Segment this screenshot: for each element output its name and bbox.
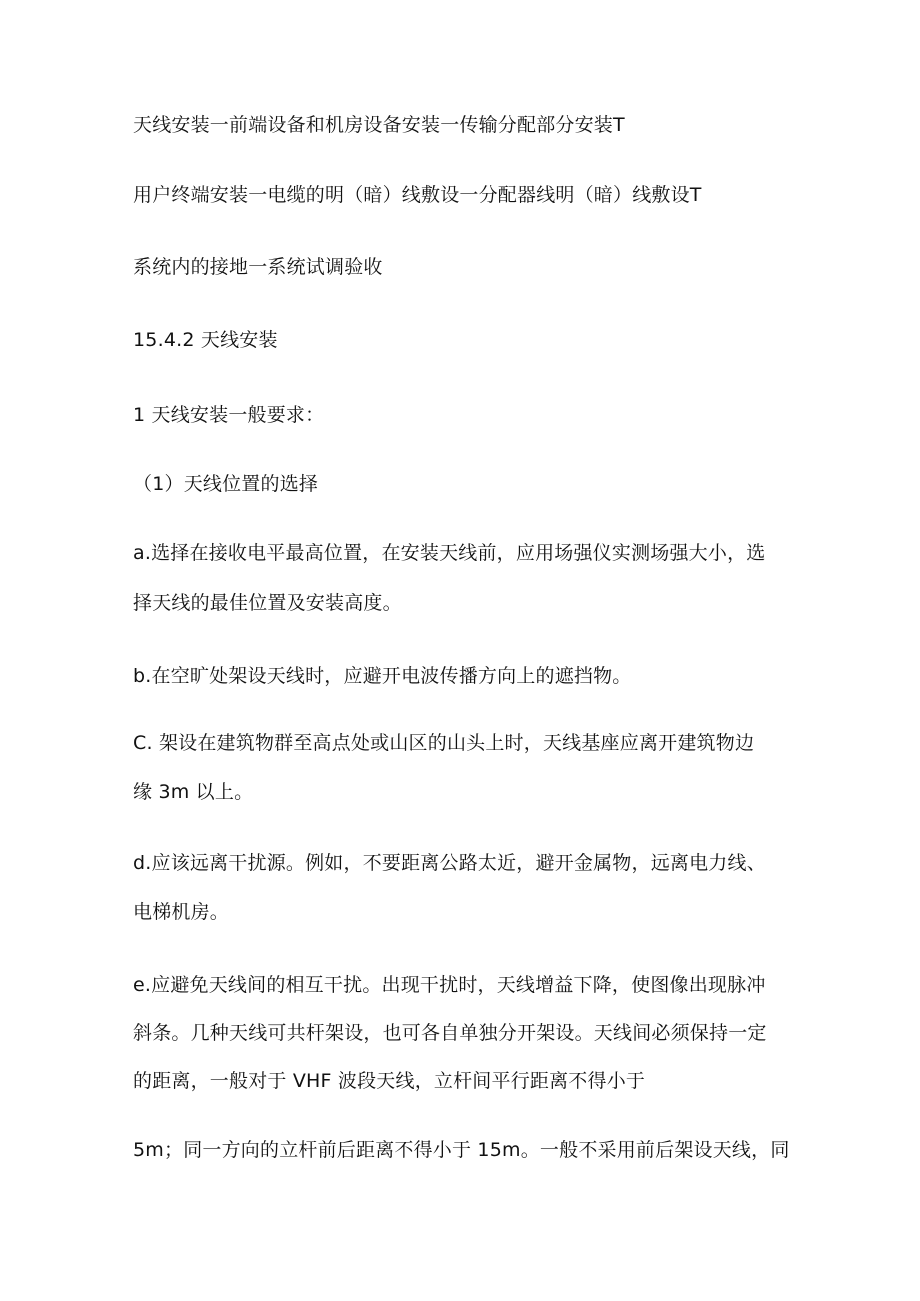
paragraph-a-line-1: a.选择在接收电平最高位置，在安装天线前，应用场强仪实测场强大小，选 xyxy=(133,542,766,564)
paragraph-d-line-1: d.应该远离干扰源。例如，不要距离公路太近，避开金属物，远离电力线、 xyxy=(133,852,766,874)
section-heading: 15.4.2 天线安装 xyxy=(133,329,278,351)
paragraph-c-line-1: C. 架设在建筑物群至高点处或山区的山头上时，天线基座应离开建筑物边 xyxy=(133,732,755,754)
paragraph-e-line-4: 5m；同一方向的立杆前后距离不得小于 15m。一般不采用前后架设天线，同 xyxy=(133,1139,790,1161)
flow-line-1: 天线安装一前端设备和机房设备安装一传输分配部分安装T xyxy=(133,114,625,136)
paragraph-e-line-3: 的距离，一般对于 VHF 波段天线，立杆间平行距离不得小于 xyxy=(133,1070,646,1092)
paragraph-e-line-2: 斜条。几种天线可共杆架设，也可各自单独分开架设。天线间必须保持一定 xyxy=(133,1022,767,1044)
paragraph-c-line-2: 缘 3m 以上。 xyxy=(133,781,254,803)
paragraph-e-line-1: e.应避免天线间的相互干扰。出现干扰时，天线增益下降，使图像出现脉冲 xyxy=(133,974,766,996)
paragraph-b: b.在空旷处架设天线时，应避开电波传播方向上的遮挡物。 xyxy=(133,665,632,687)
paragraph-a-line-2: 择天线的最佳位置及安装高度。 xyxy=(133,592,402,614)
subsection-heading: 1 天线安装一般要求： xyxy=(133,404,325,426)
item-heading: （1）天线位置的选择 xyxy=(133,473,319,495)
paragraph-d-line-2: 电梯机房。 xyxy=(133,901,230,923)
flow-line-3: 系统内的接地一系统试调验收 xyxy=(133,256,383,278)
flow-line-2: 用户终端安装一电缆的明（暗）线敷设一分配器线明（暗）线敷设T xyxy=(133,184,702,206)
